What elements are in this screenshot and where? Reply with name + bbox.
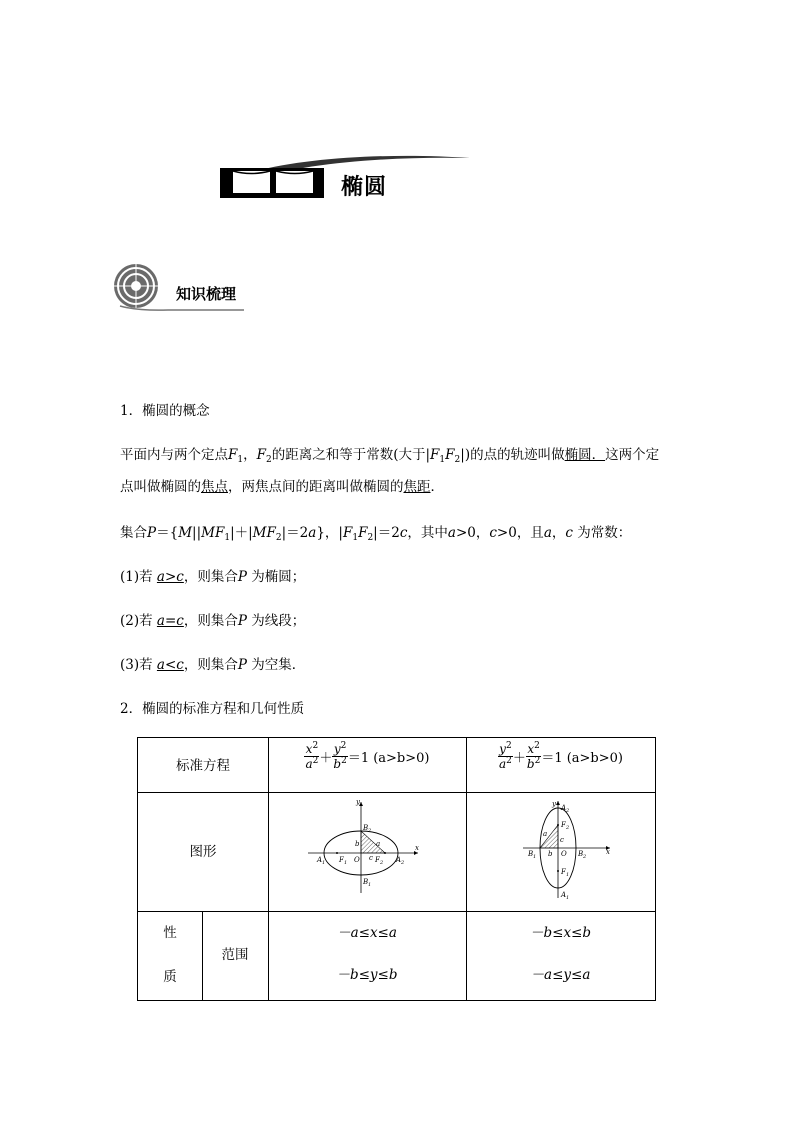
svg-text:1: 1 — [533, 854, 537, 860]
svg-text:2: 2 — [566, 825, 570, 831]
svg-text:c: c — [560, 836, 564, 844]
svg-text:O: O — [561, 850, 567, 858]
term-focal-distance: 焦距 — [403, 479, 431, 495]
concept-paragraph-line2: 点叫做椭圆的焦点，两焦点间的距离叫做椭圆的焦距． — [120, 479, 444, 495]
svg-text:1: 1 — [344, 860, 348, 866]
svg-text:2: 2 — [566, 808, 570, 814]
properties-table — [137, 737, 656, 1001]
set-definition: 集合$P=\{M||MF_1|+|MF_2|=2a\}$，$|F_1F_2|=2c$，其中a>0，c>0，且a，c 为常数： — [120, 525, 632, 543]
svg-text:F: F — [339, 856, 344, 864]
range-horizontal-y: －b≤y≤b — [336, 967, 398, 983]
ellipse-horizontal-figure — [303, 798, 423, 902]
svg-text:B: B — [528, 850, 534, 858]
case-3: (3)若 a<c，则集合P 为空集． — [120, 657, 306, 673]
case-1: (1)若 a>c，则集合P 为椭圆； — [120, 569, 306, 585]
row-label-range: 范围 — [221, 947, 249, 963]
svg-text:F: F — [375, 856, 380, 864]
svg-text:B: B — [578, 850, 584, 858]
svg-text:2: 2 — [401, 860, 405, 866]
svg-text:a: a — [376, 840, 381, 848]
ellipse-vertical-figure — [518, 798, 618, 912]
svg-text:1: 1 — [322, 860, 326, 866]
svg-text:y: y — [552, 800, 556, 808]
properties-heading: 2．椭圆的标准方程和几何性质 — [120, 701, 305, 717]
term-ellipse: 椭圆． — [564, 447, 606, 463]
svg-text:F: F — [561, 868, 566, 876]
svg-text:1: 1 — [368, 882, 372, 888]
page-title: 椭圆 — [341, 175, 388, 200]
svg-text:c: c — [369, 854, 373, 862]
svg-text:2: 2 — [368, 828, 372, 834]
svg-text:x: x — [415, 844, 419, 852]
svg-text:A: A — [561, 891, 567, 899]
row-label-property-a: 性 — [163, 925, 177, 941]
range-vertical-y: －a≤y≤a — [530, 967, 591, 983]
svg-text:2: 2 — [380, 860, 384, 866]
svg-text:F: F — [561, 821, 566, 829]
svg-text:B: B — [363, 824, 369, 832]
section-title: 知识梳理 — [176, 285, 237, 303]
svg-text:y: y — [356, 798, 360, 806]
svg-text:b: b — [355, 840, 360, 848]
svg-text:x: x — [606, 848, 610, 856]
svg-text:b: b — [548, 850, 553, 858]
range-vertical-x: －b≤x≤b — [529, 925, 592, 941]
svg-text:1: 1 — [566, 895, 570, 901]
svg-text:A: A — [317, 856, 323, 864]
row-label-graph: 图形 — [189, 844, 217, 860]
svg-text:A: A — [396, 856, 402, 864]
svg-text:1: 1 — [566, 872, 570, 878]
svg-text:A: A — [561, 804, 567, 812]
row-label-equation: 标准方程 — [176, 758, 230, 774]
concept-heading: 1．椭圆的概念 — [120, 403, 210, 419]
concept-paragraph-line1: 平面内与两个定点$F_1$，$F_2$的距离之和等于常数(大于$|F_1F_2|$)的点的轨迹叫做椭圆．这两个定 — [120, 447, 660, 465]
range-horizontal-x: －a≤x≤a — [337, 925, 397, 941]
equation-vertical: $\frac{y^2}{a^2}$ ＋ $\frac{x^2}{b^2}$ ＝1 (a>b>0) — [498, 741, 623, 771]
svg-text:B: B — [363, 878, 369, 886]
term-focus: 焦点 — [201, 479, 228, 495]
equation-horizontal: $\frac{x^2}{a^2}$ ＋ $\frac{y^2}{b^2}$ ＝1 (a>b>0) — [305, 741, 430, 771]
row-label-property-b: 质 — [163, 969, 177, 985]
case-2: (2)若 a=c，则集合P 为线段； — [120, 613, 306, 629]
svg-text:a: a — [543, 830, 548, 838]
svg-text:O: O — [354, 856, 360, 864]
svg-text:2: 2 — [583, 854, 587, 860]
